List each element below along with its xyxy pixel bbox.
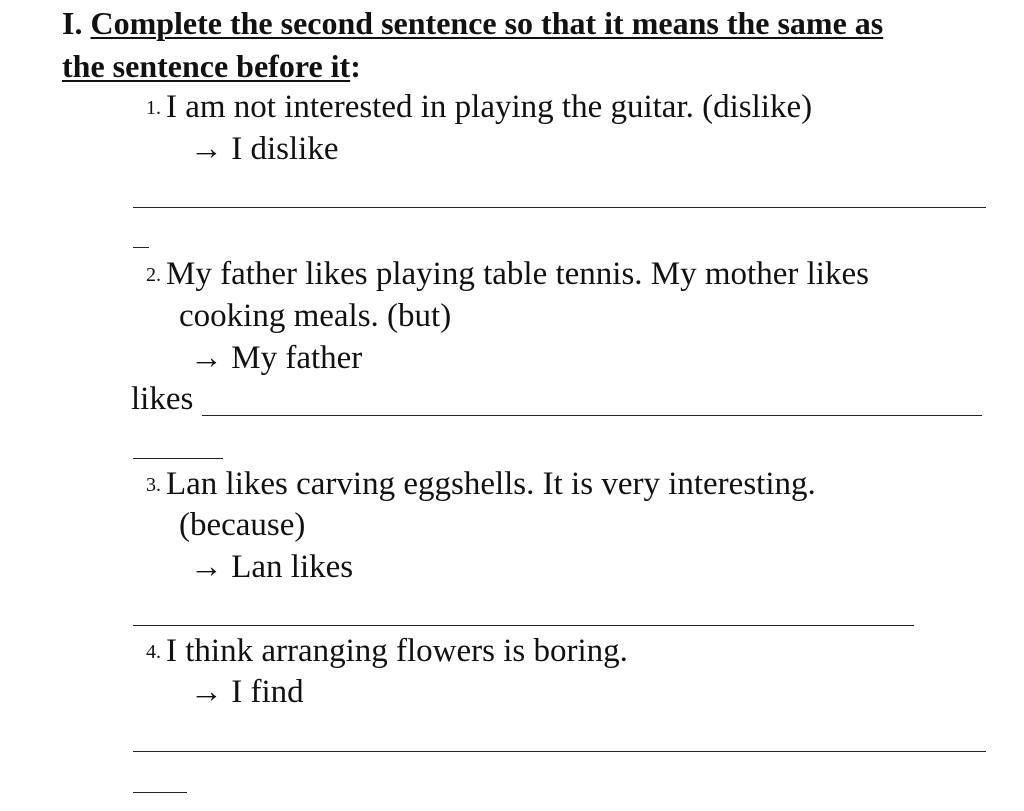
- answer-line[interactable]: [133, 625, 914, 626]
- instruction-heading-line2: [62, 46, 361, 86]
- item-prompt-line1: My father likes playing table tennis. My mother likes: [166, 256, 869, 292]
- item-prompt-line1: Lan likes carving eggshells. It is very interesting.: [166, 466, 816, 502]
- item-number: 3.: [146, 474, 161, 496]
- answer-line-stub[interactable]: [133, 458, 223, 459]
- answer-line-stub[interactable]: [133, 792, 187, 793]
- answer-continuation: likes: [131, 381, 194, 417]
- answer-start: → I dislike: [190, 131, 339, 167]
- answer-line[interactable]: [133, 207, 986, 208]
- item-prompt: I am not interested in playing the guitar. (dislike): [166, 89, 813, 125]
- item-prompt-line2: cooking meals. (but): [179, 298, 452, 334]
- instruction-roman: I.: [62, 5, 83, 41]
- answer-line[interactable]: [133, 751, 986, 752]
- item-number: 4.: [146, 641, 161, 663]
- instruction-heading: [62, 3, 883, 43]
- answer-start: → Lan likes: [190, 549, 354, 585]
- instruction-colon: :: [350, 48, 361, 84]
- answer-start: → My father: [190, 340, 363, 376]
- item-prompt: I think arranging flowers is boring.: [166, 633, 628, 669]
- answer-start: → I find: [190, 674, 304, 710]
- answer-line-stub[interactable]: [133, 247, 149, 248]
- item-prompt-line2: (because): [179, 507, 306, 543]
- item-number: 1.: [146, 97, 161, 119]
- instruction-text-line2: the sentence before it: [62, 48, 351, 84]
- instruction-text-line1: Complete the second sentence so that it means the same as: [90, 5, 884, 41]
- item-number: 2.: [146, 264, 161, 286]
- answer-line[interactable]: [202, 415, 982, 416]
